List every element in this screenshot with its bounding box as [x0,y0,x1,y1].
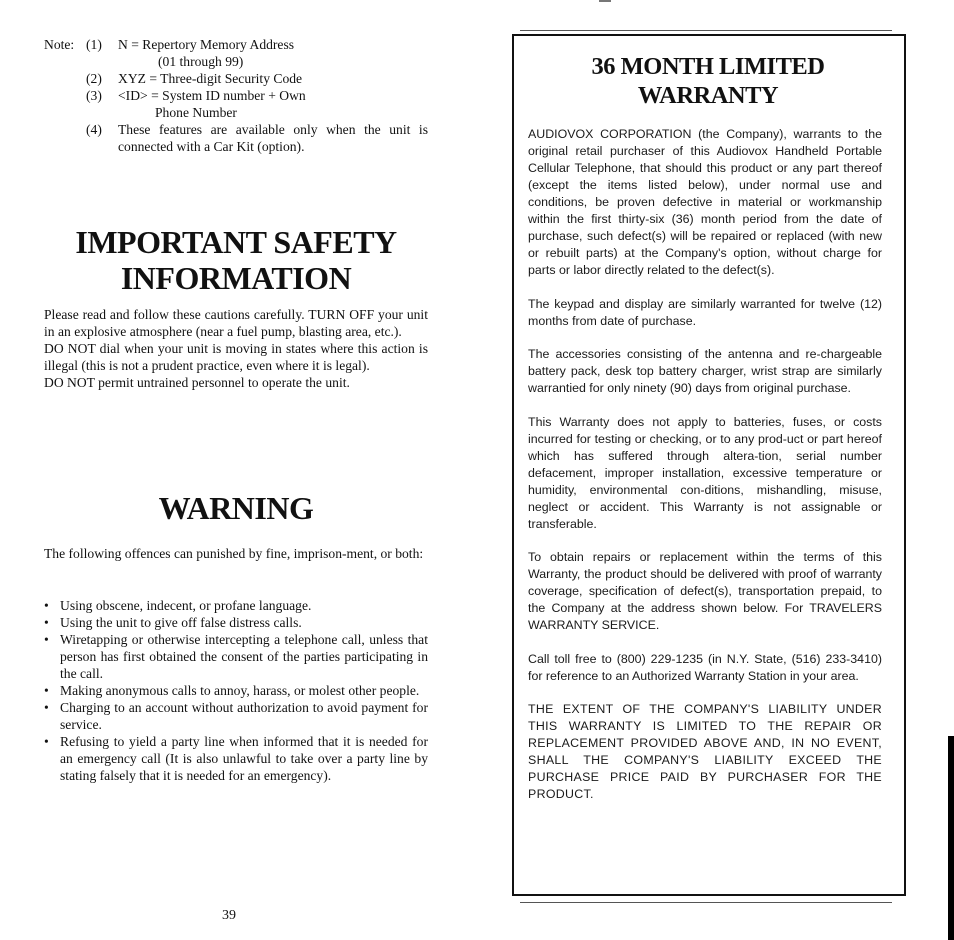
note-number: (1) [86,37,102,52]
warranty-paragraph: The keypad and display are similarly warranted for twelve (12) months from date of purchase. [528,296,882,328]
note-number: (3) [86,88,102,103]
scan-edge [948,736,954,940]
list-item [44,682,428,699]
warning-intro: The following offences can punished by fine, imprison-ment, or both: [44,546,424,561]
list-item-text: Charging to an account without authorization to avoid payment for service. [60,700,428,732]
warranty-paragraph: To obtain repairs or replacement within the terms of this Warranty, the product should be delivered with proof of warranty coverage, specification of defect(s), transportation prepaid, to the Company at the address shown below. For TRAVELERS WARRANTY SERVICE. [528,550,882,632]
warranty-paragraph: AUDIOVOX CORPORATION (the Company), warrants to the original retail purchaser of this Audiovox Handheld Portable Cellular Telephone, that should this product or any part thereof (except the items listed below), under normal use and conditions, be proven defective in material or workmanship within the first thirty-six (36) month period from the date of purchase, such defect(s) will be repaired or replaced (with new or rebuilt parts) at the Company's option, without charge for parts or labor directly related to the defect(s). [528,127,882,277]
scan-mark [599,0,611,2]
warranty-heading [528,52,888,110]
list-item [44,733,428,784]
bullet-icon: • [44,632,49,647]
list-item [44,631,428,682]
note-line: (01 through 99) [158,54,244,69]
list-item [44,597,428,614]
note-line: <ID> = System ID number + Own [118,88,306,103]
bullet-icon: • [44,683,49,698]
warranty-body [528,126,882,820]
notes-section [44,36,428,155]
safety-body [44,306,428,391]
safety-heading: IMPORTANT SAFETY INFORMATION [75,224,397,296]
warranty-paragraph: This Warranty does not apply to batteries, fuses, or costs incurred for testing or checking, or to any prod-uct or part hereof which has suffered through altera-tion, serial number defacement, improper installation, excessive temperature or humidity, environmental con-ditions, mishandling, misuse, neglect or accident. This Warranty is not assignable or transferable. [528,414,882,531]
note-line: N = Repertory Memory Address [118,37,295,52]
warning-list [44,597,428,784]
frame-line [520,30,892,31]
warning-heading: WARNING [158,490,314,526]
page-number: 39 [222,908,236,923]
note-line: These features are available only when the unit is connected with a Car Kit (option). [118,122,428,154]
note-number: (2) [86,71,102,86]
list-item [44,699,428,733]
warranty-paragraph: The accessories consisting of the antenna and re-chargeable battery pack, desk top battery charger, wrist strap are similarly warrantied for only ninety (90) days from original purchase. [528,347,882,395]
note-item [44,121,428,155]
warranty-liability-paragraph: THE EXTENT OF THE COMPANY'S LIABILITY UNDER THIS WARRANTY IS LIMITED TO THE REPAIR OR REPLACEMENT PROVIDED ABOVE AND, IN NO EVENT, SHALL THE COMPANY'S LIABILITY EXCEED THE PURCHASE PRICE PAID BY PURCHASER FOR THE PRODUCT. [528,702,882,801]
list-item-text: Using obscene, indecent, or profane language. [60,598,312,613]
note-item [44,87,428,121]
safety-paragraph: Please read and follow these cautions carefully. TURN OFF your unit in an explosive atmosphere (near a fuel pump, blasting area, etc.). [44,307,428,339]
warranty-heading-line: WARRANTY [637,82,779,109]
bullet-icon: • [44,734,49,749]
safety-paragraph: DO NOT permit untrained personnel to operate the unit. [44,375,350,390]
list-item [44,614,428,631]
bullet-icon: • [44,598,49,613]
list-item-text: Wiretapping or otherwise intercepting a telephone call, unless that person has first obtained the consent of the parties participating in the call. [60,632,428,681]
note-line: Phone Number [155,105,237,120]
bullet-icon: • [44,700,49,715]
warranty-heading-line: 36 MONTH LIMITED [591,53,825,80]
note-item [44,36,428,70]
note-line: XYZ = Three-digit Security Code [118,71,303,86]
frame-line [520,902,892,903]
note-item [44,70,428,87]
note-lead: Note: [44,37,75,52]
note-number: (4) [86,122,102,137]
warranty-paragraph: Call toll free to (800) 229-1235 (in N.Y. State, (516) 233-3410) for reference to an Authorized Warranty Station in your area. [528,651,882,683]
list-item-text: Refusing to yield a party line when informed that it is needed for an emergency call (It is also unlawful to take over a party line by stating falsely that it is needed for an emergency). [60,734,428,783]
safety-paragraph: DO NOT dial when your unit is moving in states where this action is illegal (this is not a prudent practice, even where it is legal). [44,341,428,373]
list-item-text: Making anonymous calls to annoy, harass, or molest other people. [60,683,420,698]
bullet-icon: • [44,615,49,630]
list-item-text: Using the unit to give off false distress calls. [60,615,302,630]
